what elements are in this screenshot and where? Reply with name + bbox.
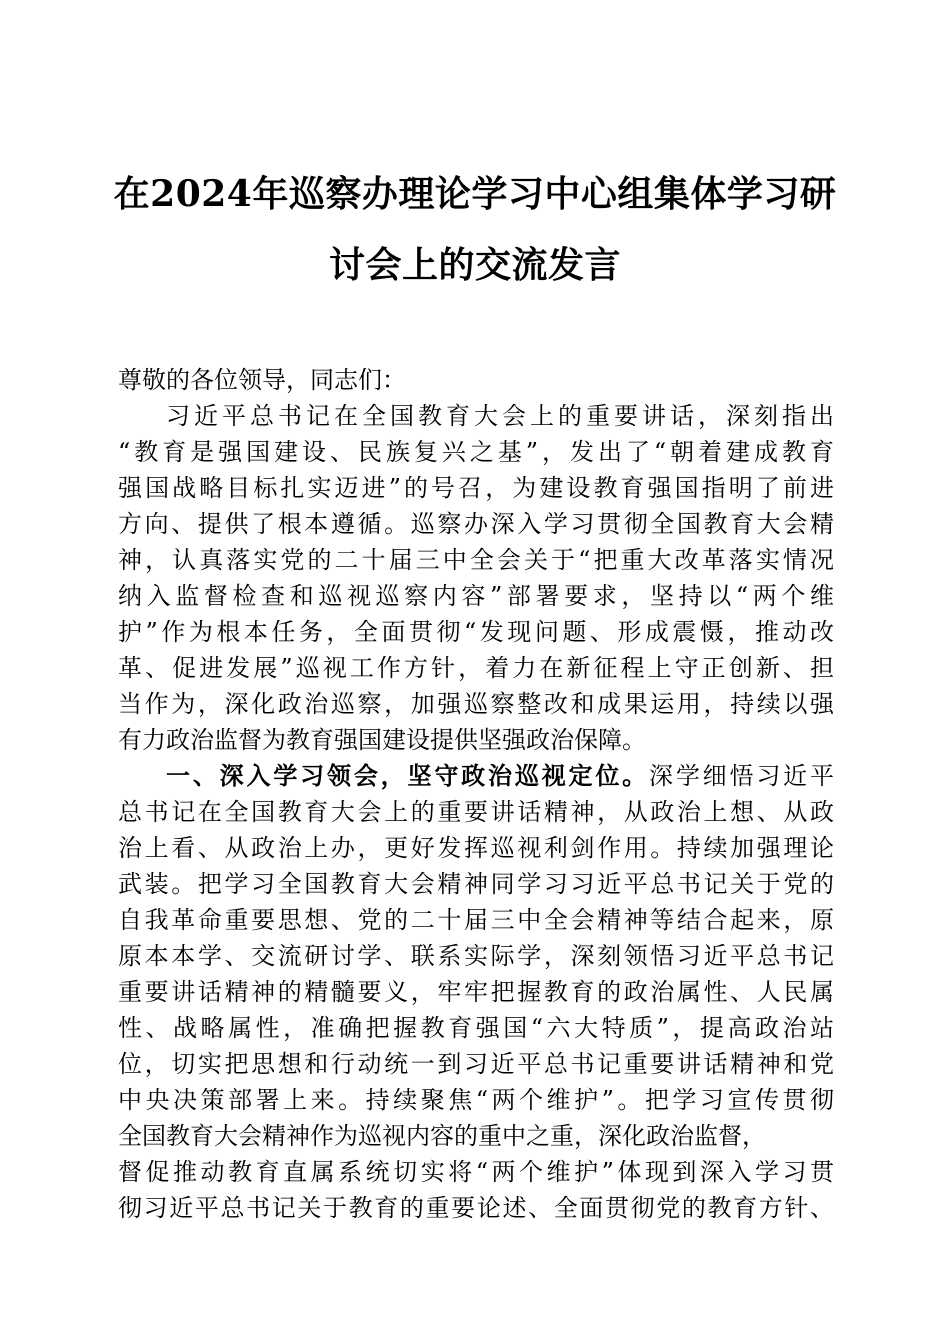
text-line: 自我革命重要思想、党的二十届三中全会精神等结合起来，原: [118, 906, 834, 934]
text-line: 当作为，深化政治巡察，加强巡察整改和成果运用，持续以强: [118, 690, 834, 718]
section-1-heading: 一、深入学习领会，坚守政治巡视定位。: [166, 761, 649, 790]
text-line: 神，认真落实党的二十届三中全会关于“把重大改革落实情况: [118, 546, 834, 574]
section-1-first-text: 深学细悟习近平: [649, 762, 834, 790]
document-body: [118, 362, 834, 1226]
text-line: 总书记在全国教育大会上的重要讲话精神，从政治上想、从政: [118, 798, 834, 826]
text-line: 习近平总书记在全国教育大会上的重要讲话，深刻指出: [166, 402, 834, 430]
text-line: 强国战略目标扎实迈进”的号召，为建设教育强国指明了前进: [118, 474, 834, 502]
salutation: 尊敬的各位领导，同志们：: [118, 366, 406, 394]
document-title-line-1: 在2024年巡察办理论学习中心组集体学习研: [113, 173, 837, 215]
text-line: 彻习近平总书记关于教育的重要论述、全面贯彻党的教育方针、: [118, 1194, 834, 1222]
text-line: 纳入监督检查和巡视巡察内容”部署要求，坚持以“两个维: [118, 582, 834, 610]
text-line: 全国教育大会精神作为巡视内容的重中之重，深化政治监督，: [118, 1122, 766, 1150]
text-line: 有力政治监督为教育强国建设提供坚强政治保障。: [118, 726, 646, 754]
text-line: “教育是强国建设、民族复兴之基”，发出了“朝着建成教育: [118, 438, 834, 466]
text-line: 方向、提供了根本遵循。巡察办深入学习贯彻全国教育大会精: [118, 510, 834, 538]
text-line: 原本本学、交流研讨学、联系实际学，深刻领悟习近平总书记: [118, 942, 834, 970]
text-line: 治上看、从政治上办，更好发挥巡视利剑作用。持续加强理论: [118, 834, 834, 862]
section-1-first-line: [118, 758, 834, 794]
text-line: 护”作为根本任务，全面贯彻“发现问题、形成震慑，推动改: [118, 618, 834, 646]
section-1: [118, 758, 834, 1226]
text-line: 性、战略属性，准确把握教育强国“六大特质”，提高政治站: [118, 1014, 834, 1042]
text-line: 重要讲话精神的精髓要义，牢牢把握教育的政治属性、人民属: [118, 978, 834, 1006]
text-line: 督促推动教育直属系统切实将“两个维护”体现到深入学习贯: [118, 1158, 834, 1186]
text-line: 位，切实把思想和行动统一到习近平总书记重要讲话精神和党: [118, 1050, 834, 1078]
paragraph-intro: [118, 398, 834, 758]
document-title-line-2: 讨会上的交流发言: [328, 244, 621, 286]
text-line: 革、促进发展”巡视工作方针，着力在新征程上守正创新、担: [118, 654, 834, 682]
text-line: 武装。把学习全国教育大会精神同学习习近平总书记关于党的: [118, 870, 834, 898]
text-line: 中央决策部署上来。持续聚焦“两个维护”。把学习宣传贯彻: [118, 1086, 834, 1114]
